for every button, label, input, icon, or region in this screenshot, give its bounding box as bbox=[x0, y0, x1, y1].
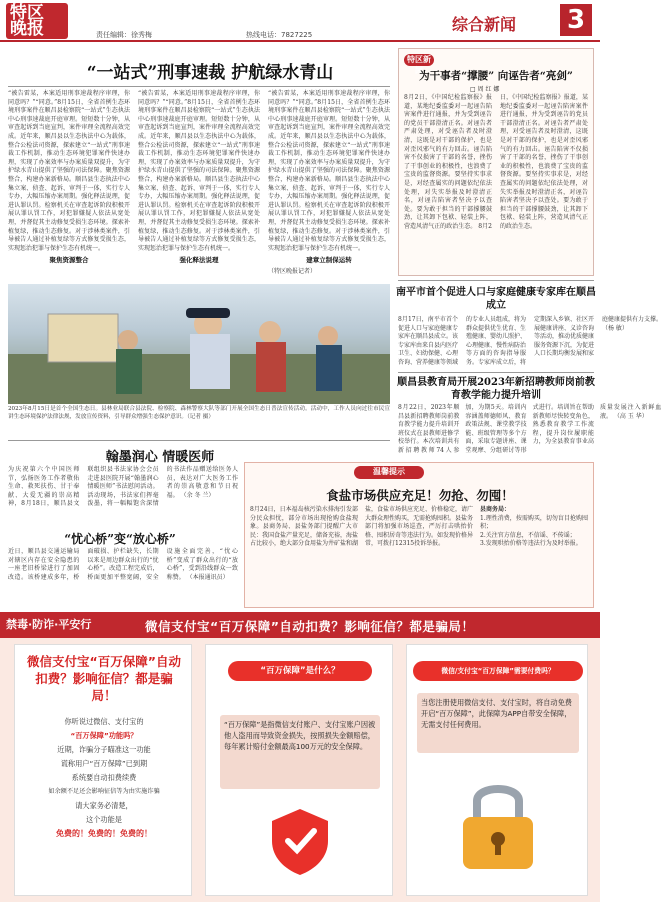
lead-subhead: 强化释法说理 bbox=[179, 256, 219, 265]
lead-text: “被告雷某，本案适用刑事速裁程序审理，你同意吗？”“同意。”8月15日，全省首例生态环境刑事案件在顺昌县检察院“一站式”生态执法中心刑事速裁庭开庭审理。短短数十分钟，从审查起诉到当庭宣判，案件审理全流程高效完成。近年来，顺昌县以生态执法中心为载体，整合公检法司资源，探索建立“一站式”刑事速裁工作机制，推动生态环境犯罪案件快速办理，实现了办案效率与办案质量双提升，为守护绿水青山提供了坚强的司法保障。聚焦资源整合，构建办案新格局。顺昌县生态执法中心集立案、侦查、起诉、审判于一体，实行专人专办，大幅压缩办案周期。强化释法说理，促进认罪认罚。检察机关在审查起诉阶段积极开展认罪认罚工作，对犯罪嫌疑人依法从宽处理，并督促其主动修复受损生态环境。探索补植复绿，推动生态修复。对于涉林类案件，引导被告人通过补植复绿等方式修复受损生态，实现惩治犯罪与保护生态有机统一。 bbox=[138, 90, 260, 252]
bridge-headline: “忧心桥”变“放心桥” bbox=[64, 532, 176, 546]
padlock-icon bbox=[453, 775, 543, 875]
feature-text: 8月2日，《中国纪检监察报》报道，某地纪委监委对一起诬告陷害案件进行通报，并为受到诬告的党员干部澄清正名。对诬告者严肃处理，对受诬告者及时澄清，这既是对干部的保护，也是对歪风邪气的有力回击。诬告陷害不仅损害了干部的名誉，挫伤了干事创业的积极性，也浪费了宝贵的监督资源。要坚持实事求是，对经查属实的问题依纪依法处理，对失实举报及时澄清正名，对诬告陷害者坚决予以查处。要为敢于担当的干部撑腰鼓劲，让其卸下包袱、轻装上阵，营造风清气正的政治生态。 bbox=[404, 94, 492, 230]
phone2-badge: “百万保障”是什么？ bbox=[228, 661, 372, 681]
notice-body bbox=[250, 506, 588, 604]
feature-text: 8月2日，《中国纪检监察报》报道，某地纪委监委对一起诬告陷害案件进行通报，并为受到诬告的党员干部澄清正名。对诬告者严肃处理，对受诬告者及时澄清，这既是对干部的保护，也是对歪风邪气的有力回击。诬告陷害不仅损害了干部的名誉，挫伤了干事创业的积极性，也浪费了宝贵的监督资源。要坚持实事求是，对经查属实的问题依纪依法处理，对失实举报及时澄清正名，对诬告陷害者坚决予以查处。要为敢于担当的干部撑腰鼓劲，让其卸下包袱、轻装上阵，营造风清气正的政治生态。 bbox=[478, 94, 588, 230]
lead-text: “被告雷某，本案适用刑事速裁程序审理，你同意吗？”“同意。”8月15日，全省首例生态环境刑事案件在顺昌县检察院“一站式”生态执法中心刑事速裁庭开庭审理。短短数十分钟，从审查起诉到当庭宣判，案件审理全流程高效完成。近年来，顺昌县以生态执法中心为载体，整合公检法司资源，探索建立“一站式”刑事速裁工作机制，推动生态环境犯罪案件快速办理，实现了办案效率与办案质量双提升，为守护绿水青山提供了坚强的司法保障。聚焦资源整合，构建办案新格局。顺昌县生态执法中心集立案、侦查、起诉、审判于一体，实行专人专办，大幅压缩办案周期。强化释法说理，促进认罪认罚。检察机关在审查起诉阶段积极开展认罪认罚工作，对犯罪嫌疑人依法从宽处理，并督促其主动修复受损生态环境。探索补植复绿，推动生态修复。对于涉林类案件，引导被告人通过补植复绿等方式修复受损生态，实现惩治犯罪与保护生态有机统一。 bbox=[268, 90, 390, 252]
banner-title: 微信支付宝“百万保障”自动扣费？影响征信？都是骗局！ bbox=[145, 619, 475, 634]
phone1-line: 请大家务必清楚， bbox=[75, 801, 133, 810]
lead-subhead: 建章立制保运转 bbox=[306, 256, 352, 265]
feature-byline: □ 周 红 娜 bbox=[470, 86, 500, 93]
newspaper-logo: 特区 晚报 bbox=[6, 3, 68, 39]
phone-screen-1 bbox=[14, 644, 192, 896]
section-title: 综合新闻 bbox=[452, 15, 517, 34]
doctor-source: （余 冬 兰） bbox=[180, 491, 215, 499]
divider bbox=[398, 372, 594, 373]
phone1-line: 谎称用户“百万保障”已到期 bbox=[60, 759, 148, 768]
bridge-text: 近日，顺昌县交通运输局对辖区内存在安全隐患的一座老旧桥梁进行了加固改造。该桥建成多年，桥面破损、护栏缺失，长期以来是周边群众出行的“忧心桥”。改造工程完成后，桥面更加平整宽阔，安全设施全面完善，“忧心桥”变成了群众出行的“放心桥”，受到沿线群众一致称赞。 bbox=[8, 548, 238, 581]
phone1-line: 你听说过微信、支付宝的 bbox=[64, 717, 144, 726]
photo-caption: 2023年8月15日是首个全国生态日。县林业局联合县法院、检察院、森林警察大队等部门开展全国生态日普法宣传活动。活动中，工作人员向过往市民宣讲生态环境保护法律法规，发放宣传资料，引导群众增强生态保护意识。（记者 摄） bbox=[8, 406, 390, 420]
notice-text: 8月24日，日本福岛核污染水排海引发部分民众担忧，部分市场出现抢购食盐现象。县商务局、县盐务部门提醒广大市民：我国食盐产量充足，储备充裕，海盐占比较小，绝大部分食用盐为井矿盐和湖盐，食盐市场供应充足、价格稳定，请广大群众理性购买，无需抢购囤积。县盐务部门将加强市场巡查，严厉打击哄抬价格、囤积居奇等违法行为。如发现价格异常，可拨打12315投诉举报。 bbox=[250, 506, 474, 548]
lead-body bbox=[8, 90, 390, 280]
bridge-body bbox=[8, 548, 238, 608]
notice-list-item: 3.发现哄抬价格等违法行为及时举报。 bbox=[480, 540, 582, 548]
divider bbox=[398, 280, 594, 281]
population-body bbox=[398, 316, 662, 368]
divider bbox=[8, 86, 390, 87]
shield-icon bbox=[264, 805, 336, 877]
bridge-source: （本报通讯员） bbox=[186, 573, 229, 581]
phone1-free: 免费的！免费的！免费的！ bbox=[56, 829, 152, 838]
phone-screen-2 bbox=[205, 644, 393, 896]
feature-headline: 为干事者“撑腰” 向诬告者“亮剑” bbox=[419, 70, 573, 82]
lead-text: “被告雷某，本案适用刑事速裁程序审理，你同意吗？”“同意。”8月15日，全省首例生态环境刑事案件在顺昌县检察院“一站式”生态执法中心刑事速裁庭开庭审理。短短数十分钟，从审查起诉到当庭宣判，案件审理全流程高效完成。近年来，顺昌县以生态执法中心为载体，整合公检法司资源，探索建立“一站式”刑事速裁工作机制，推动生态环境犯罪案件快速办理，实现了办案效率与办案质量双提升，为守护绿水青山提供了坚强的司法保障。聚焦资源整合，构建办案新格局。顺昌县生态执法中心集立案、侦查、起诉、审判于一体，实行专人专办，大幅压缩办案周期。强化释法说理，促进认罪认罚。检察机关在审查起诉阶段积极开展认罪认罚工作，对犯罪嫌疑人依法从宽处理，并督促其主动修复受损生态环境。探索补植复绿，推动生态修复。对于涉林类案件，引导被告人通过补植复绿等方式修复受损生态，实现惩治犯罪与保护生态有机统一。 bbox=[8, 90, 130, 252]
population-text: 8月17日，南平市首个促进人口与家庭健康专家库在顺昌县成立。该专家库由来自县内医疗卫生、妇幼保健、心理咨询、营养健康等领域的专业人员组成，将为群众提供优生优育、生殖健康、婴幼儿照护、心理健康、慢性病防治等方面的咨询指导服务。专家库成立后，将定期深入乡镇、社区开展健康讲座、义诊咨询等活动，推动优质健康服务资源下沉，为促进人口长期均衡发展和家庭健康提供有力支撑。 bbox=[398, 316, 662, 366]
phone1-line: 如余额不足还会影响征信等为由实施诈骗 bbox=[48, 788, 160, 795]
teachers-text: 8月22日，2023年顺昌县新招聘教师岗前教育教学能力提升培训开班仪式在县教师进修学校举行。本次培训共有新招聘教师74人参加，为期5天。培训内容涵盖师德师风、教育政策法规、课堂教学技能、班级管理等多个方面，采取专题讲座、课堂观摩、分组研讨等形式进行。培训旨在帮助新教师尽快转变角色，熟悉教育教学工作流程，提升岗位履职能力，为全县教育事业高质量发展注入新鲜血液。 bbox=[398, 404, 662, 454]
phone1-text bbox=[21, 715, 187, 841]
phone3-badge: 微信/支付宝“百万保障”需要付费吗？ bbox=[413, 661, 583, 681]
photo-illustration bbox=[8, 284, 390, 404]
population-source: （杨 敏） bbox=[602, 324, 628, 332]
phone1-line: 系统要自动扣费续费 bbox=[71, 773, 137, 782]
notice-list-title: 县商务局： bbox=[480, 506, 511, 513]
banner-tag: 禁毒·防诈·平安行 bbox=[6, 618, 92, 631]
doctor-body bbox=[8, 466, 238, 526]
feature-kicker: 特区新闻 bbox=[404, 54, 434, 66]
population-headline: 南平市首个促进人口与家庭健康专家库在顺昌成立 bbox=[396, 287, 596, 311]
notice-list-item: 2.关注官方信息，不信谣、不传谣； bbox=[480, 531, 576, 539]
phone2-text: “百万保障”是指微信支付账户、支付宝账户因被他人盗用而导致资金损失，按照损失金额赔偿，每年累计赔付金额最高100万元的安全保障。 bbox=[224, 720, 376, 751]
feature-body bbox=[404, 94, 588, 272]
phone1-title: 微信支付宝“百万保障”自动扣费？影响征信？都是骗局！ bbox=[27, 654, 181, 703]
lead-subhead: 聚焦资源整合 bbox=[49, 256, 89, 265]
phone1-line: 近期，诈骗分子瞄准这一功能 bbox=[57, 745, 151, 754]
lead-source: （特区晚报记者） bbox=[268, 267, 317, 275]
doctor-text: 为庆祝第六个中国医师节，弘扬医务工作者敬佑生命、救死扶伤、甘于奉献、大爱无疆的崇高精神，8月18日，顺昌县文联组织县书法家协会会员走进县医院开展“翰墨润心 情暖医师”书法慰问活动。活动现场，书法家们挥毫泼墨，将一幅幅饱含深情的书法作品赠送给医务人员，表达对广大医务工作者的崇高敬意和节日祝福。 bbox=[8, 466, 238, 508]
notice-headline: 食盐市场供应充足！勿抢、勿囤！ bbox=[326, 488, 514, 503]
hotline-label: 热线电话：7827225 bbox=[246, 31, 313, 39]
doctor-headline: 翰墨润心 情暖医师 bbox=[105, 450, 215, 465]
teachers-body bbox=[398, 404, 662, 458]
notice-label: 温馨提示 bbox=[354, 466, 424, 479]
teachers-source: （高 玉 华） bbox=[613, 412, 648, 420]
phone1-line: 这个功能是 bbox=[86, 815, 122, 824]
divider bbox=[8, 440, 390, 441]
teachers-headline: 顺昌县教育局开展2023年新招聘教师岗前教育教学能力提升培训 bbox=[397, 377, 595, 401]
phone3-text: 当您注册使用微信支付、支付宝时，将自动免费开启“百万保障”，此保障为APP自带安全保障，无需支付任何费用。 bbox=[421, 698, 572, 729]
phone1-line: “百万保障”功能吗？ bbox=[70, 731, 138, 740]
page-number: 3 bbox=[560, 4, 592, 36]
news-photo bbox=[8, 284, 390, 404]
notice-list-item: 1.理性消费，按需购买，切勿盲目抢购囤积； bbox=[480, 514, 588, 531]
phone-screen-3 bbox=[406, 644, 588, 896]
lead-headline: “一站式”刑事速裁 护航绿水青山 bbox=[86, 63, 334, 83]
editor-label: 责任编辑：徐秀梅 bbox=[96, 31, 152, 39]
